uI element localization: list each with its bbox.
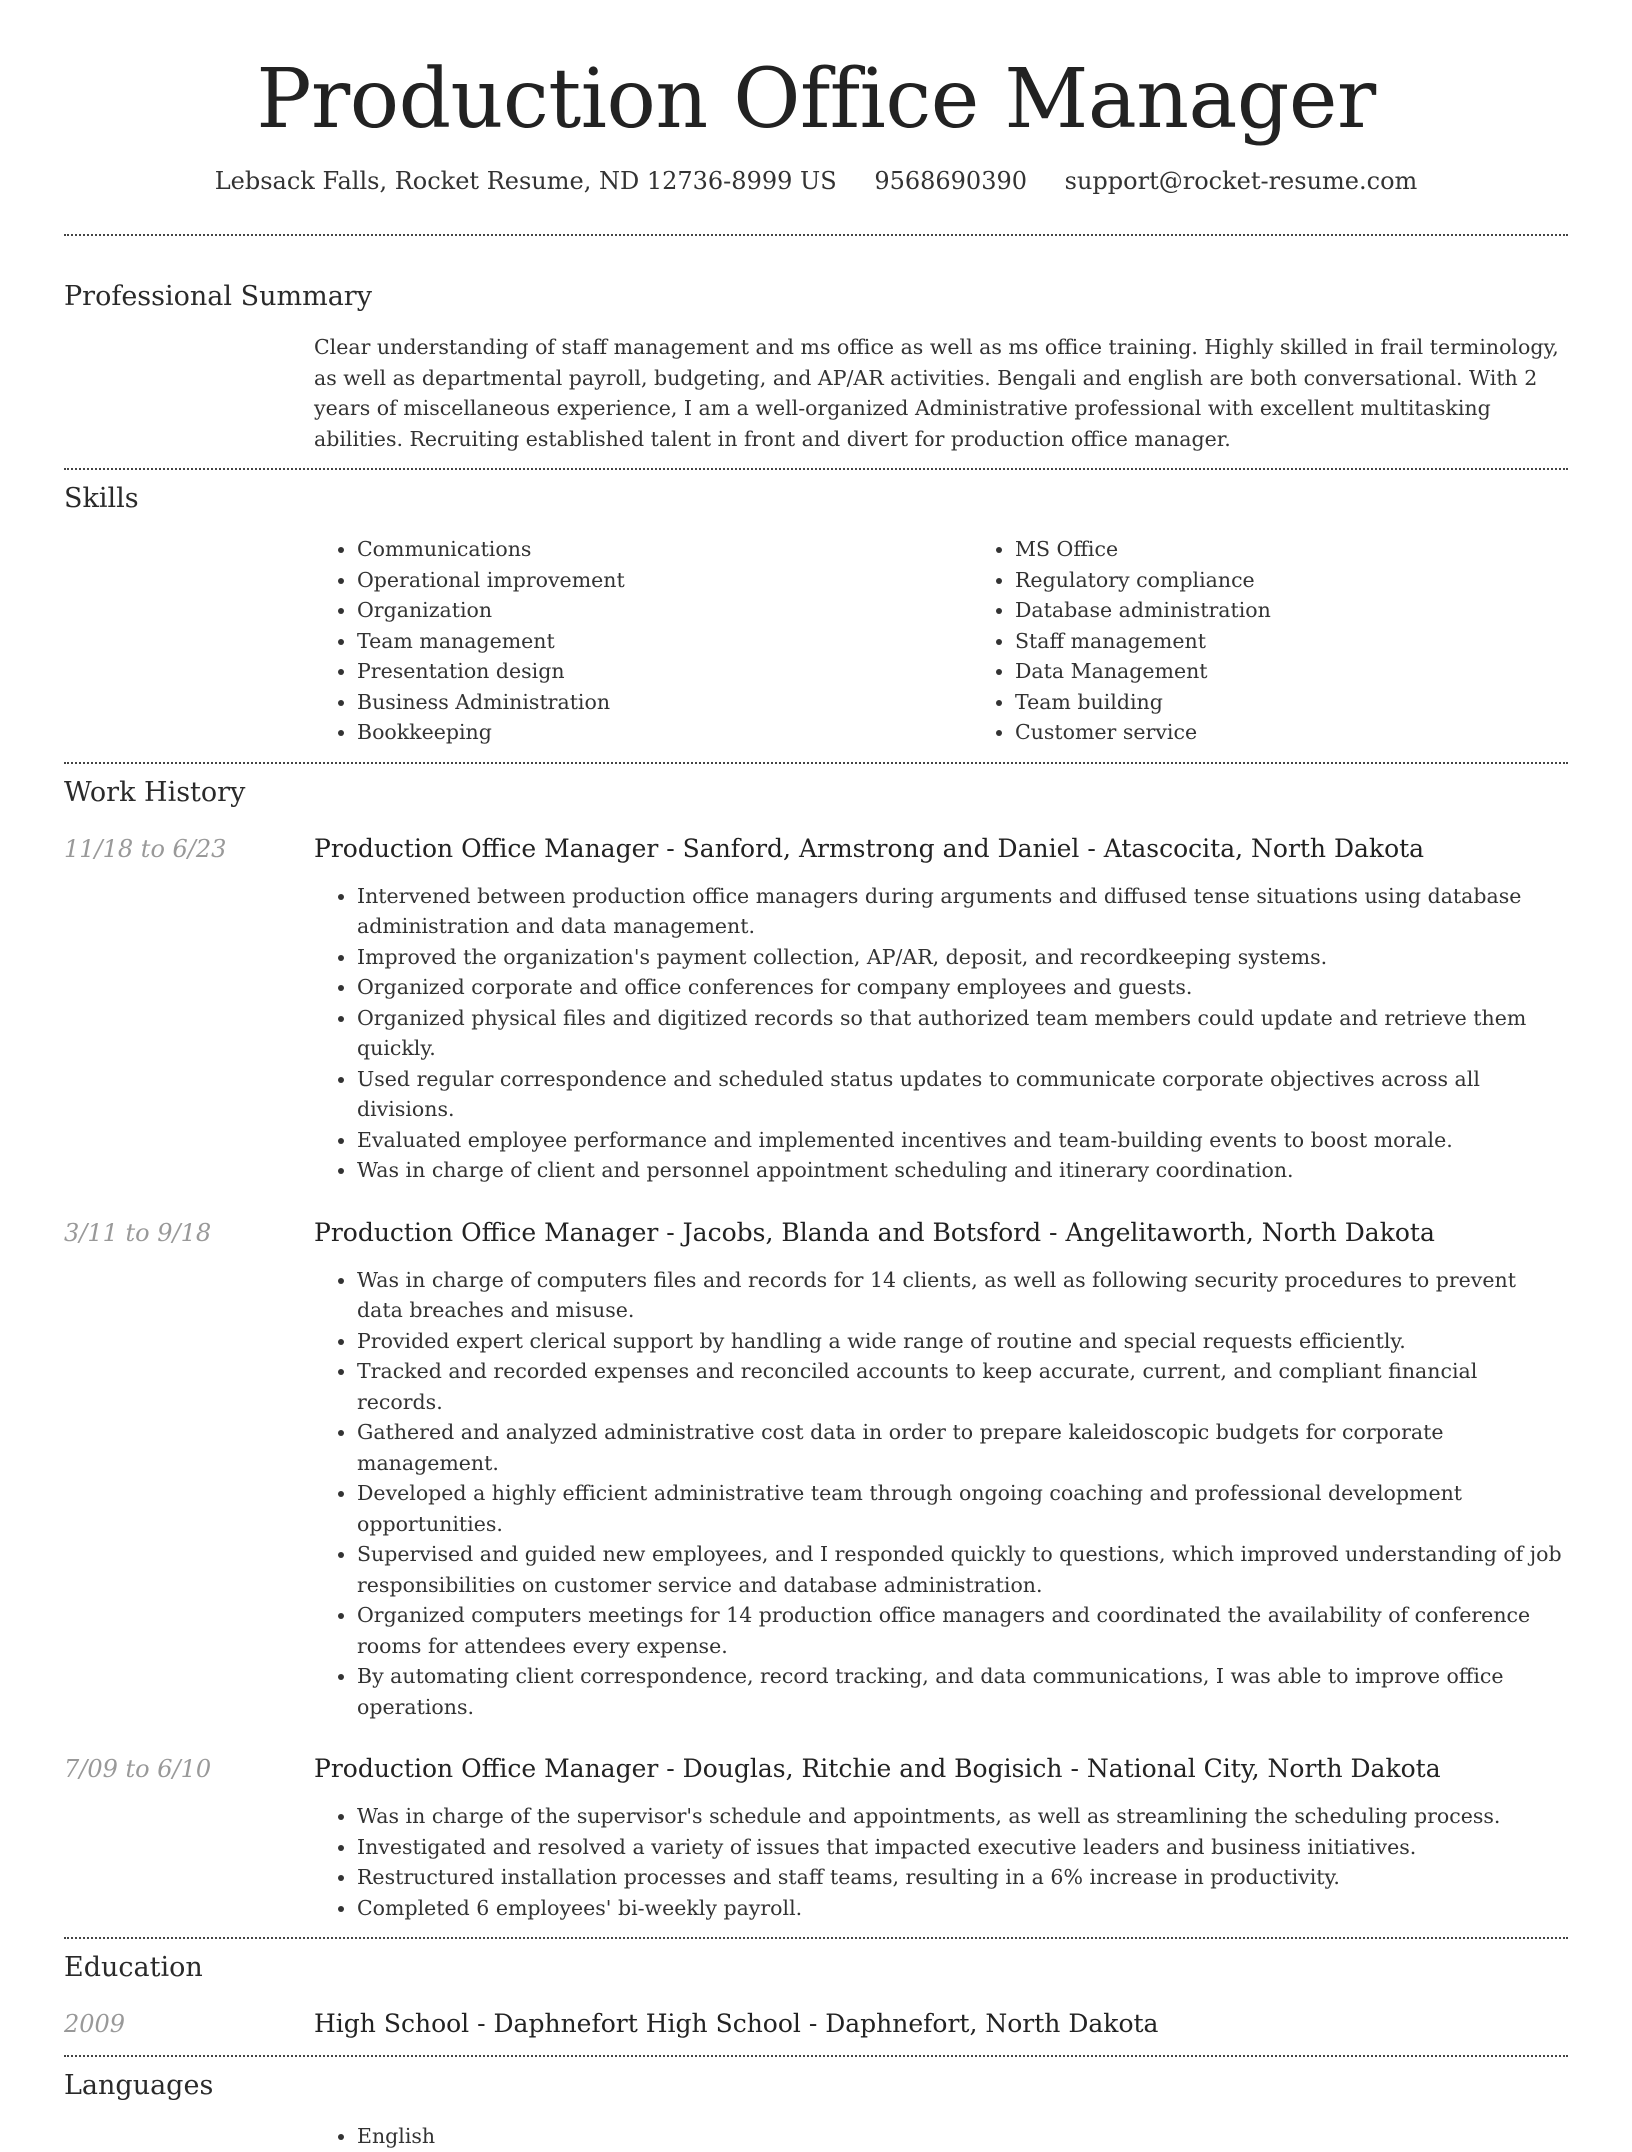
job-title: Production Office Manager - Douglas, Ritchie and Bogisich - National City, North Dakota [314, 1754, 1441, 1783]
skill-item: • Team building [1015, 687, 1630, 718]
job-bullets [314, 1801, 1568, 1923]
summary-heading: Professional Summary [64, 281, 372, 312]
contact-email: support@rocket-resume.com [1064, 167, 1418, 195]
skill-item: • Operational improvement [357, 565, 972, 596]
education-section [0, 1939, 1632, 2041]
work-section [0, 764, 1632, 1924]
languages-section [0, 2057, 1632, 2152]
job-bullet: • Organized computers meetings for 14 production office managers and coordinated the availability of conference rooms for attendees every expense. [357, 1600, 1568, 1661]
skill-item: • Regulatory compliance [1015, 565, 1630, 596]
skill-item: • MS Office [1015, 534, 1630, 565]
work-heading: Work History [64, 776, 246, 808]
skill-item: • Presentation design [357, 656, 972, 687]
education-entry: High School - Daphnefort High School - Daphnefort, North Dakota [314, 2009, 1159, 2038]
contact-address: Lebsack Falls, Rocket Resume, ND 12736-8999 US [214, 167, 837, 195]
skill-item: • Organization [357, 595, 972, 626]
skills-list-right [972, 534, 1630, 748]
skill-item: • Customer service [1015, 717, 1630, 748]
job-bullet: • Organized physical files and digitized records so that authorized team members could update and retrieve them quickly. [357, 1003, 1568, 1064]
job-bullet: • Was in charge of computers files and records for 14 clients, as well as following security procedures to prevent data breaches and misuse. [357, 1265, 1568, 1326]
languages-heading: Languages [64, 2070, 214, 2101]
skill-item: • Database administration [1015, 595, 1630, 626]
job-entry [64, 832, 1568, 1186]
job-bullet: • Organized corporate and office conferences for company employees and guests. [357, 972, 1568, 1003]
skill-item: • Business Administration [357, 687, 972, 718]
skill-item: • Team management [357, 626, 972, 657]
job-entry [64, 1752, 1568, 1923]
resume-title: Production Office Manager [256, 52, 1376, 147]
job-bullet: • Provided expert clerical support by handling a wide range of routine and special requests efficiently. [357, 1326, 1568, 1357]
job-dates: 7/09 to 6/10 [64, 1755, 212, 1783]
job-bullet: • Was in charge of the supervisor's schedule and appointments, as well as streamlining the scheduling process. [357, 1801, 1568, 1832]
skill-item: • Bookkeeping [357, 717, 972, 748]
job-title: Production Office Manager - Sanford, Armstrong and Daniel - Atascocita, North Dakota [314, 833, 1425, 863]
contact-line [0, 164, 1632, 198]
summary-section [0, 236, 1632, 454]
contact-phone: 9568690390 [874, 167, 1028, 195]
job-bullet: • Restructured installation processes and staff teams, resulting in a 6% increase in productivity. [357, 1862, 1568, 1893]
job-bullet: • Used regular correspondence and scheduled status updates to communicate corporate objectives across all divisions. [357, 1064, 1568, 1125]
job-bullets [314, 1265, 1568, 1723]
job-bullet: • By automating client correspondence, record tracking, and data communications, I was able to improve office operations. [357, 1661, 1568, 1722]
education-heading: Education [64, 1952, 203, 1983]
job-entry [64, 1216, 1568, 1723]
skill-item: • Staff management [1015, 626, 1630, 657]
skill-item: • Communications [357, 534, 972, 565]
job-bullet: • Evaluated employee performance and implemented incentives and team-building events to boost morale. [357, 1125, 1568, 1156]
job-bullet: • Intervened between production office managers during arguments and diffused tense situations using database administration and data management. [357, 881, 1568, 942]
job-bullet: • Improved the organization's payment collection, AP/AR, deposit, and recordkeeping systems. [357, 942, 1568, 973]
job-bullet: • Gathered and analyzed administrative cost data in order to prepare kaleidoscopic budgets for corporate management. [357, 1417, 1568, 1478]
job-dates: 3/11 to 9/18 [64, 1218, 212, 1247]
job-dates: 11/18 to 6/23 [64, 834, 227, 863]
job-bullet: • Completed 6 employees' bi-weekly payroll. [357, 1893, 1568, 1924]
education-year: 2009 [64, 2010, 126, 2038]
job-bullet: • Supervised and guided new employees, and I responded quickly to questions, which improved understanding of job responsibilities on customer service and database administration. [357, 1539, 1568, 1600]
skills-section [0, 470, 1632, 748]
skills-heading: Skills [64, 483, 139, 514]
job-title: Production Office Manager - Jacobs, Blanda and Botsford - Angelitaworth, North Dakota [314, 1217, 1435, 1247]
language-item: • English [357, 2121, 1568, 2152]
skill-item: • Data Management [1015, 656, 1630, 687]
job-bullet: • Developed a highly efficient administrative team through ongoing coaching and professional development opportunities. [357, 1478, 1568, 1539]
job-bullet: • Tracked and recorded expenses and reconciled accounts to keep accurate, current, and compliant financial records. [357, 1356, 1568, 1417]
job-bullet: • Investigated and resolved a variety of issues that impacted executive leaders and business initiatives. [357, 1832, 1568, 1863]
summary-text: Clear understanding of staff management and ms office as well as ms office training. Highly skilled in frail terminology, as well as departmental payroll, budgeting, and AP/AR activities. Bengali and english are both conversational. With 2 years of miscellaneous experience, I am a well-organized Administrative professional with excellent multitasking abilities. Recruiting established talent in front and divert for production office manager. [314, 335, 1559, 451]
job-bullets [314, 881, 1568, 1186]
skills-list-left [314, 534, 972, 748]
job-bullet: • Was in charge of client and personnel appointment scheduling and itinerary coordination. [357, 1155, 1568, 1186]
languages-list [314, 2121, 1568, 2152]
